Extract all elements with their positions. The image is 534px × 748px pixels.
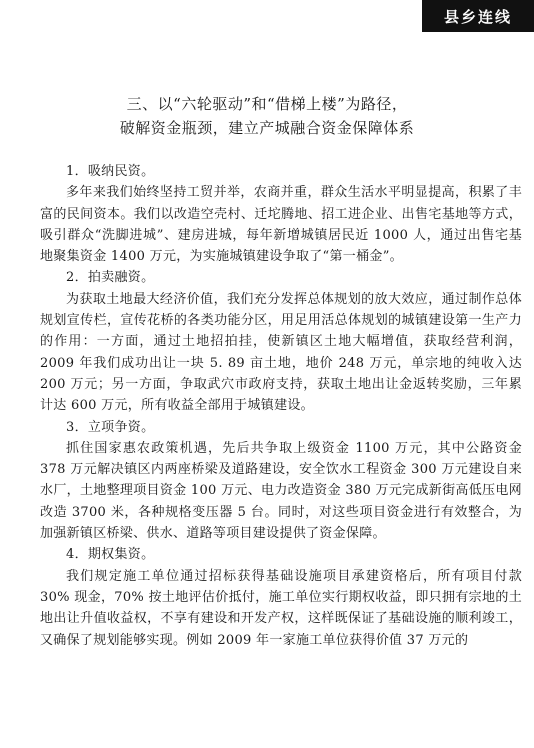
article-title-line-2: 破解资金瓶颈，建立产城融合资金保障体系 <box>119 119 415 137</box>
section-paragraph-2: 为获取土地最大经济价值，我们充分发挥总体规划的放大效应，通过制作总体规划宣传栏，宣传花桥的各类功能分区，用足用活总体规划的城镇建设第一生产力的作用：一方面，通过土地招拍挂，使新镇区土地大幅增值，获取经营利润，2009 年我们成功出让一块 5. 89 亩土地，地价 248 万元，单宗地的纯收入达 200 万元；另一方面，争取武穴市政府支持，获取土地出让金返转奖励，三年累计达 600 万元，所有收益全部用于城镇建设。 <box>40 291 522 414</box>
section-paragraph-3: 抓住国家惠农政策机遇，先后共争取上级资金 1100 万元，其中公路资金 378 万元解决镇区内两座桥梁及道路建设，安全饮水工程资金 300 万元建设自来水厂，土地整理项目资金 100 万元、电力改造资金 380 万元完成新街高低压电网改造 3700 米，各种规格变压器 5 台。同时，对这些项目资金进行有效整合，为加强新镇区桥梁、供水、道路等项目建设提供了资金保障。 <box>40 440 522 542</box>
section-paragraph-1: 多年来我们始终坚持工贸并举，农商并重，群众生活水平明显提高，积累了丰富的民间资本。我们以改造空壳村、迁坨腾地、招工进企业、出售宅基地等方式，吸引群众“洗脚进城”、建房进城，每年新增城镇居民近 1000 人，通过出售宅基地聚集资金 1400 万元，为实施城镇建设争取了“第一桶金”。 <box>40 185 522 265</box>
section-heading-3: 3．立项争资。 <box>66 419 155 435</box>
article-body <box>40 161 522 651</box>
section-tag: 县乡连线 <box>422 0 534 32</box>
article-title <box>0 92 534 140</box>
section-heading-1: 1．吸纳民资。 <box>66 164 155 179</box>
article-title-line-1: 三、以“六轮驱动”和“借梯上楼”为路径， <box>126 95 408 113</box>
section-heading-4: 4．期权集资。 <box>66 547 155 563</box>
section-paragraph-4: 我们规定施工单位通过招标获得基础设施项目承建资格后，所有项目付款 30% 现金，70% 按土地评估价抵付，施工单位实行期权收益，即只拥有宗地的土地出让升值收益权，不享有建设和开发产权，这样既保证了基础设施的顺利竣工，又确保了规划能够实现。例如 2009 年一家施工单位获得价值 37 万元的 <box>40 568 522 648</box>
section-heading-2: 2．拍卖融资。 <box>66 270 155 286</box>
